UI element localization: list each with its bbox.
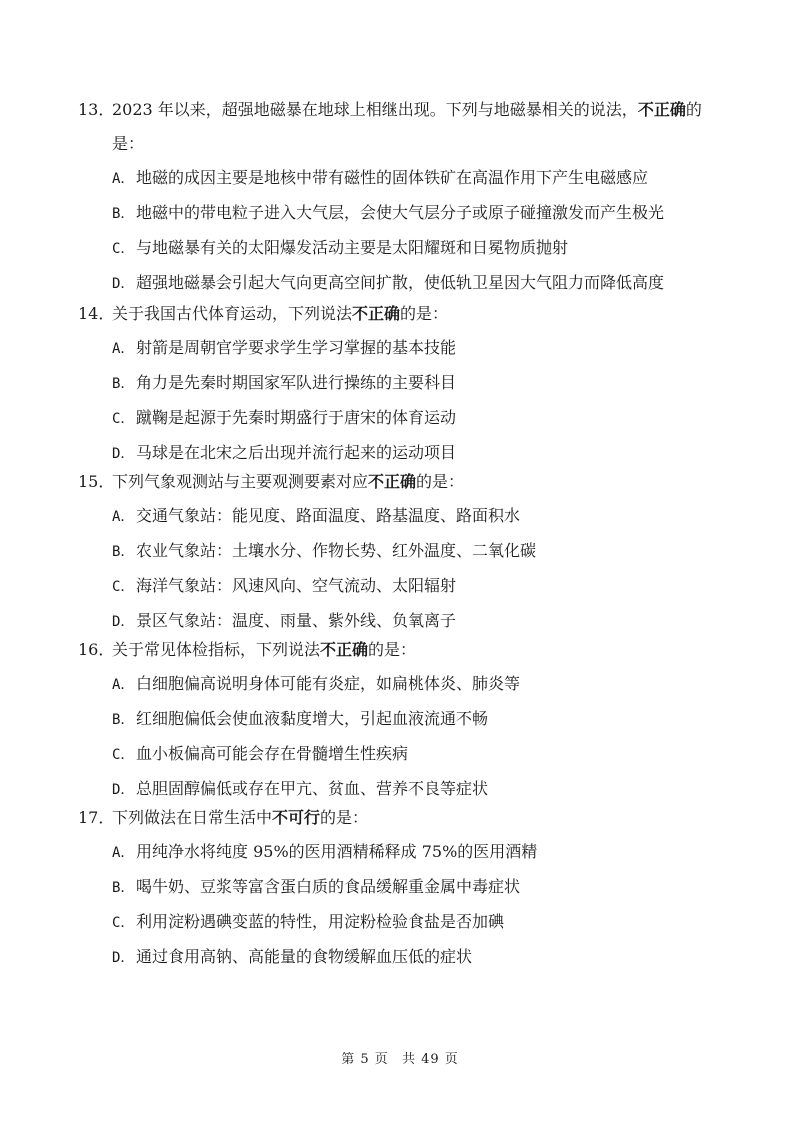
option-b <box>78 870 738 905</box>
option-letter: A． <box>112 341 135 357</box>
option-text: 交通气象站：能见度、路面温度、路基温度、路面积水 <box>136 506 521 525</box>
stem-text: 下列气象观测站与主要观测要素对应 <box>112 472 369 491</box>
option-letter: C． <box>112 915 135 931</box>
option-a <box>78 667 738 702</box>
option-letter: A． <box>112 509 135 525</box>
option-letter: A． <box>112 845 135 861</box>
option-text: 农业气象站：土壤水分、作物长势、红外温度、二氧化碳 <box>136 541 537 560</box>
stem-text: 2023 年以来，超强地磁暴在地球上相继出现。下列与地磁暴相关的说法， <box>112 100 638 119</box>
option-letter: D． <box>112 950 135 966</box>
question-number: 13． <box>78 100 115 119</box>
stem-text: 下列做法在日常生活中 <box>112 808 273 827</box>
option-letter: D． <box>112 614 135 630</box>
option-d <box>78 940 738 975</box>
page-number: 第 5 页 <box>341 1052 389 1067</box>
option-letter: B． <box>112 544 135 560</box>
question-number: 17． <box>78 808 115 827</box>
option-text: 超强地磁暴会引起大气向更高空间扩散，使低轨卫星因大气阻力而降低高度 <box>136 273 665 292</box>
stem-text-after: 的 <box>685 100 702 119</box>
question-stem <box>78 93 738 127</box>
question-stem <box>78 465 738 499</box>
option-letter: D． <box>112 276 135 292</box>
option-text: 地磁中的带电粒子进入大气层，会使大气层分子或原子碰撞激发而产生极光 <box>136 203 665 222</box>
option-letter: B． <box>112 880 135 896</box>
question-stem <box>78 633 738 667</box>
option-letter: D． <box>112 446 135 462</box>
option-letter: C． <box>112 411 135 427</box>
stem-emphasis: 不正确 <box>637 100 686 119</box>
stem-text: 关于我国古代体育运动，下列说法 <box>112 304 353 323</box>
question-number: 16． <box>78 640 115 659</box>
option-text: 马球是在北宋之后出现并流行起来的运动项目 <box>136 443 457 462</box>
option-d <box>78 266 738 301</box>
option-b <box>78 534 738 569</box>
option-b <box>78 702 738 737</box>
option-c <box>78 905 738 940</box>
option-a <box>78 161 738 196</box>
option-letter: B． <box>112 712 135 728</box>
option-a <box>78 499 738 534</box>
question-number: 15． <box>78 472 115 491</box>
stem-continuation: 是： <box>112 134 145 153</box>
page-footer <box>0 1048 800 1067</box>
option-letter: C． <box>112 747 135 763</box>
stem-emphasis: 不可行 <box>272 808 321 827</box>
option-letter: D． <box>112 782 135 798</box>
option-letter: B． <box>112 206 135 222</box>
option-text: 喝牛奶、豆浆等富含蛋白质的食品缓解重金属中毒症状 <box>136 877 521 896</box>
option-text: 景区气象站：温度、雨量、紫外线、负氧离子 <box>136 611 457 630</box>
option-text: 射箭是周朝官学要求学生学习掌握的基本技能 <box>136 338 457 357</box>
question-stem <box>78 801 738 835</box>
stem-text-after: 的是： <box>416 472 465 491</box>
option-a <box>78 331 738 366</box>
question-15 <box>78 465 738 639</box>
stem-emphasis: 不正确 <box>352 304 401 323</box>
stem-text-after: 的是： <box>368 640 417 659</box>
option-letter: C． <box>112 241 135 257</box>
question-16 <box>78 633 738 807</box>
option-text: 红细胞偏低会使血液黏度增大，引起血液流通不畅 <box>136 709 489 728</box>
option-c <box>78 737 738 772</box>
option-letter: A． <box>112 171 135 187</box>
option-text: 蹴鞠是起源于先秦时期盛行于唐宋的体育运动 <box>136 408 457 427</box>
option-text: 角力是先秦时期国家军队进行操练的主要科目 <box>136 373 457 392</box>
option-text: 用纯净水将纯度 95%的医用酒精稀释成 75%的医用酒精 <box>136 842 538 861</box>
option-text: 与地磁暴有关的太阳爆发活动主要是太阳耀斑和日冕物质抛射 <box>136 238 569 257</box>
option-text: 血小板偏高可能会存在骨髓增生性疾病 <box>136 744 409 763</box>
option-c <box>78 231 738 266</box>
option-c <box>78 401 738 436</box>
stem-text-after: 的是： <box>400 304 449 323</box>
total-pages: 共 49 页 <box>401 1052 459 1067</box>
question-14 <box>78 297 738 471</box>
option-text: 利用淀粉遇碘变蓝的特性，用淀粉检验食盐是否加碘 <box>136 912 505 931</box>
stem-emphasis: 不正确 <box>368 472 417 491</box>
option-b <box>78 366 738 401</box>
stem-emphasis: 不正确 <box>320 640 369 659</box>
question-number: 14． <box>78 304 115 323</box>
question-17 <box>78 801 738 975</box>
stem-text-after: 的是： <box>320 808 369 827</box>
question-13 <box>78 93 738 301</box>
option-letter: B． <box>112 376 135 392</box>
option-c <box>78 569 738 604</box>
option-text: 总胆固醇偏低或存在甲亢、贫血、营养不良等症状 <box>136 779 489 798</box>
option-text: 地磁的成因主要是地核中带有磁性的固体铁矿在高温作用下产生电磁感应 <box>136 168 649 187</box>
option-b <box>78 196 738 231</box>
option-a <box>78 835 738 870</box>
question-stem <box>78 297 738 331</box>
option-text: 通过食用高钠、高能量的食物缓解血压低的症状 <box>136 947 473 966</box>
option-letter: A． <box>112 677 135 693</box>
option-text: 白细胞偏高说明身体可能有炎症，如扁桃体炎、肺炎等 <box>136 674 521 693</box>
option-letter: C． <box>112 579 135 595</box>
stem-text: 关于常见体检指标，下列说法 <box>112 640 321 659</box>
option-text: 海洋气象站：风速风向、空气流动、太阳辐射 <box>136 576 457 595</box>
